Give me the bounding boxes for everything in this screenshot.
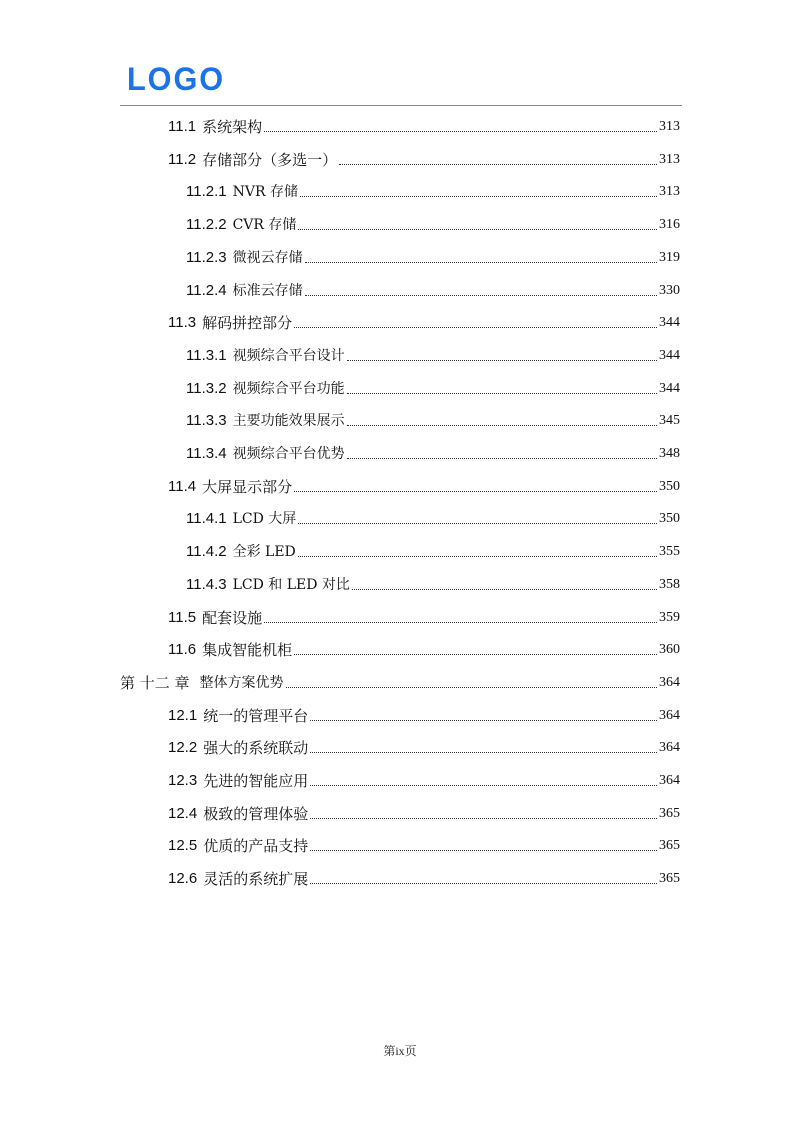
toc-entry-page: 344	[659, 380, 680, 396]
toc-entry-title: LCD 大屏	[232, 511, 297, 528]
toc-dot-leader	[264, 131, 657, 132]
toc-dot-leader	[294, 654, 657, 655]
toc-entry-title: 视频综合平台功能	[232, 380, 345, 397]
toc-entry-page: 365	[659, 805, 680, 821]
toc-entry-page: 330	[659, 282, 680, 298]
toc-entry-number: 11.6	[168, 641, 197, 659]
toc-entry-title: 全彩 LED	[232, 544, 296, 561]
toc-dot-leader	[298, 229, 657, 230]
toc-entry-page: 364	[659, 740, 680, 756]
header-divider	[120, 105, 682, 106]
toc-entry-page: 365	[659, 838, 680, 854]
toc-entry-number: 11.3.2	[186, 379, 227, 397]
toc-entry[interactable]	[168, 148, 680, 170]
toc-dot-leader	[310, 850, 657, 851]
toc-entry-number: 12.4	[168, 804, 198, 822]
toc-entry-number: 11.2.4	[186, 281, 227, 299]
toc-entry-number: 11.2	[168, 150, 197, 168]
toc-entry-page: 350	[659, 511, 680, 527]
toc-entry-title: 先进的智能应用	[203, 772, 309, 790]
toc-entry[interactable]	[168, 834, 680, 856]
toc-dot-leader	[310, 785, 657, 786]
toc-dot-leader	[300, 196, 657, 197]
page-number: 第ix页	[383, 1044, 417, 1058]
toc-entry-number: 12.3	[168, 772, 198, 789]
toc-entry-title: 视频综合平台设计	[232, 347, 345, 364]
toc-entry-page: 316	[659, 217, 680, 233]
toc-entry-number: 11.5	[168, 608, 197, 626]
toc-entry[interactable]	[168, 311, 680, 333]
toc-entry-number: 11.4.3	[186, 575, 227, 593]
toc-entry-number: 11.2.1	[186, 183, 227, 201]
toc-dot-leader	[286, 687, 657, 688]
toc-dot-leader	[294, 327, 657, 328]
toc-entry-title: 存储部分（多选一）	[202, 150, 338, 169]
toc-entry-title: 主要功能效果展示	[232, 413, 345, 430]
toc-entry-page: 359	[659, 609, 680, 625]
toc-entry[interactable]	[168, 638, 680, 660]
toc-dot-leader	[347, 458, 657, 459]
toc-entry[interactable]	[186, 279, 680, 301]
toc-entry-title: 集成智能机柜	[202, 641, 293, 660]
toc-entry[interactable]	[186, 442, 680, 464]
toc-entry-page: 348	[659, 446, 680, 461]
toc-entry-page: 364	[659, 707, 680, 723]
toc-entry-page: 360	[659, 642, 680, 658]
toc-entry-page: 365	[659, 871, 680, 887]
toc-entry[interactable]	[186, 246, 680, 268]
toc-entry-title: NVR 存储	[232, 184, 298, 201]
toc-entry-page: 364	[659, 674, 680, 690]
toc-entry-number: 第 十二 章	[120, 673, 190, 692]
toc-entry[interactable]	[168, 704, 680, 726]
toc-entry-number: 11.1	[168, 118, 197, 135]
toc-entry[interactable]	[168, 115, 680, 137]
toc-entry-title: 大屏显示部分	[202, 477, 293, 496]
toc-entry-title: 解码拼控部分	[202, 314, 293, 333]
toc-dot-leader	[310, 720, 657, 721]
toc-entry[interactable]	[168, 475, 680, 497]
toc-entry-page: 319	[659, 249, 680, 265]
toc-dot-leader	[294, 491, 657, 492]
toc-entry[interactable]	[186, 180, 680, 202]
toc-dot-leader	[347, 393, 657, 394]
toc-entry[interactable]	[186, 213, 680, 235]
toc-entry[interactable]	[186, 409, 680, 431]
toc-entry-page: 355	[659, 544, 680, 560]
toc-entry-number: 12.1	[168, 706, 198, 724]
toc-entry-title: CVR 存储	[232, 217, 297, 234]
toc-entry-page: 364	[659, 773, 680, 788]
toc-entry-title: 配套设施	[202, 608, 263, 627]
toc-entry-title: 微视云存储	[232, 249, 303, 266]
toc-entry-title: LCD 和 LED 对比	[232, 576, 350, 593]
toc-entry-number: 11.3.4	[186, 445, 227, 462]
toc-entry-title: 系统架构	[202, 118, 263, 136]
toc-entry-number: 12.5	[168, 837, 198, 855]
toc-entry-number: 12.2	[168, 739, 198, 757]
toc-entry-title: 标准云存储	[232, 282, 303, 299]
toc-entry[interactable]	[186, 377, 680, 399]
toc-entry-title: 统一的管理平台	[203, 706, 309, 725]
toc-entry-number: 11.4.1	[186, 510, 227, 528]
toc-entry[interactable]	[168, 769, 680, 791]
toc-entry-title: 视频综合平台优势	[232, 446, 345, 462]
toc-entry-page: 358	[659, 576, 680, 592]
logo	[127, 60, 227, 96]
toc-entry[interactable]	[168, 736, 680, 758]
toc-dot-leader	[310, 883, 657, 884]
toc-entry-number: 11.2.2	[186, 216, 227, 234]
toc-dot-leader	[298, 556, 657, 557]
toc-entry-number: 12.6	[168, 870, 198, 888]
toc-entry-number: 11.3.1	[186, 346, 227, 364]
toc-dot-leader	[305, 262, 657, 263]
toc-entry[interactable]	[168, 867, 680, 889]
toc-entry-page: 345	[659, 413, 680, 429]
toc-entry-page: 344	[659, 347, 680, 363]
toc-entry-number: 11.4.2	[186, 543, 227, 561]
toc-entry-number: 11.3.3	[186, 412, 227, 430]
toc-entry-title: 极致的管理体验	[203, 804, 309, 823]
toc-entry-title: 强大的系统联动	[203, 739, 309, 758]
toc-entry-title: 灵活的系统扩展	[203, 870, 309, 889]
toc-entry-page: 313	[659, 151, 680, 167]
toc-entry-title: 整体方案优势	[199, 674, 284, 691]
toc-dot-leader	[310, 818, 657, 819]
toc-dot-leader	[264, 622, 657, 623]
toc-entry-page: 313	[659, 119, 680, 134]
toc-dot-leader	[339, 164, 657, 165]
toc-entry-number: 11.3	[168, 314, 197, 332]
toc-entry-page: 313	[659, 184, 680, 200]
toc-entry-title: 优质的产品支持	[203, 837, 309, 856]
toc-entry[interactable]	[168, 802, 680, 824]
toc-chapter-entry[interactable]	[120, 671, 680, 693]
toc-dot-leader	[347, 425, 657, 426]
toc-entry[interactable]	[168, 606, 680, 628]
logo-text: LOGO	[127, 61, 225, 97]
toc-entry[interactable]	[186, 573, 680, 595]
toc-entry-page: 344	[659, 315, 680, 331]
toc-entry-number: 11.2.3	[186, 248, 227, 266]
toc-dot-leader	[305, 295, 657, 296]
toc-entry-number: 11.4	[168, 477, 197, 495]
toc-entry[interactable]	[186, 507, 680, 529]
toc-entry[interactable]	[186, 540, 680, 562]
toc-dot-leader	[352, 589, 657, 590]
toc-dot-leader	[310, 752, 657, 753]
toc-entry-page: 350	[659, 478, 680, 494]
toc-dot-leader	[347, 360, 657, 361]
toc-entry[interactable]	[186, 344, 680, 366]
toc-dot-leader	[298, 523, 657, 524]
